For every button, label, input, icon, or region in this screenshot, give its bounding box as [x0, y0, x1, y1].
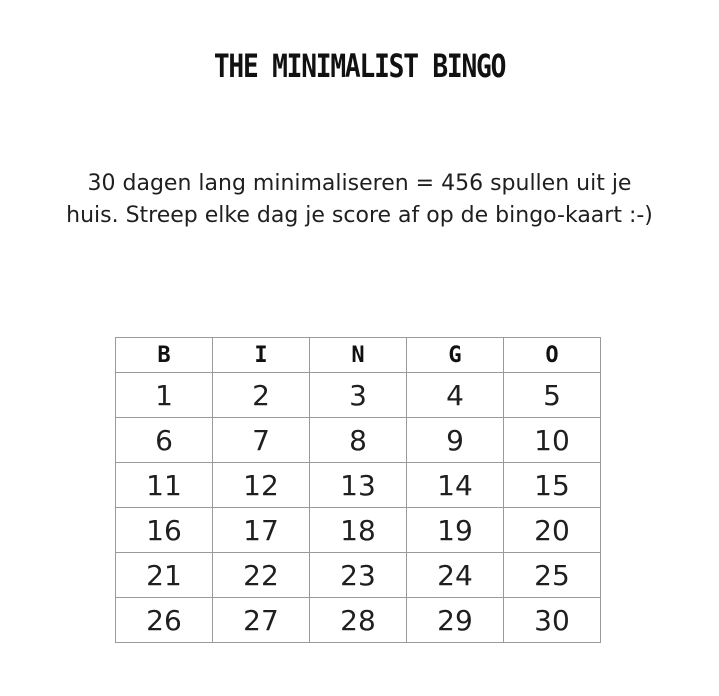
- bingo-cell: 11: [116, 463, 213, 508]
- bingo-cell: 20: [504, 508, 601, 553]
- bingo-cell: 10: [504, 418, 601, 463]
- bingo-cell: 29: [407, 598, 504, 643]
- bingo-header-n: N: [310, 338, 407, 373]
- bingo-row: [116, 373, 601, 418]
- bingo-row: [116, 508, 601, 553]
- bingo-cell: 3: [310, 373, 407, 418]
- bingo-cell: 7: [213, 418, 310, 463]
- bingo-cell: 30: [504, 598, 601, 643]
- bingo-header-i: I: [213, 338, 310, 373]
- bingo-cell: 5: [504, 373, 601, 418]
- bingo-cell: 22: [213, 553, 310, 598]
- bingo-row: [116, 463, 601, 508]
- bingo-cell: 19: [407, 508, 504, 553]
- bingo-cell: 14: [407, 463, 504, 508]
- bingo-cell: 28: [310, 598, 407, 643]
- bingo-cell: 4: [407, 373, 504, 418]
- bingo-cell: 1: [116, 373, 213, 418]
- bingo-cell: 12: [213, 463, 310, 508]
- bingo-row: [116, 418, 601, 463]
- bingo-cell: 27: [213, 598, 310, 643]
- bingo-cell: 23: [310, 553, 407, 598]
- bingo-cell: 6: [116, 418, 213, 463]
- bingo-row: [116, 553, 601, 598]
- bingo-cell: 17: [213, 508, 310, 553]
- bingo-cell: 24: [407, 553, 504, 598]
- bingo-header-o: O: [504, 338, 601, 373]
- bingo-card: [115, 337, 601, 643]
- bingo-cell: 16: [116, 508, 213, 553]
- bingo-cell: 13: [310, 463, 407, 508]
- bingo-row: [116, 598, 601, 643]
- page-title: THE MINIMALIST BINGO: [213, 47, 506, 85]
- bingo-cell: 15: [504, 463, 601, 508]
- bingo-cell: 8: [310, 418, 407, 463]
- bingo-header-row: [116, 338, 601, 373]
- intro-text: 30 dagen lang minimaliseren = 456 spullen uit je huis. Streep elke dag je score af op de bingo-kaart :-): [66, 171, 653, 228]
- bingo-header-b: B: [116, 338, 213, 373]
- bingo-cell: 9: [407, 418, 504, 463]
- bingo-cell: 2: [213, 373, 310, 418]
- bingo-cell: 21: [116, 553, 213, 598]
- bingo-header-g: G: [407, 338, 504, 373]
- bingo-cell: 26: [116, 598, 213, 643]
- bingo-cell: 18: [310, 508, 407, 553]
- bingo-cell: 25: [504, 553, 601, 598]
